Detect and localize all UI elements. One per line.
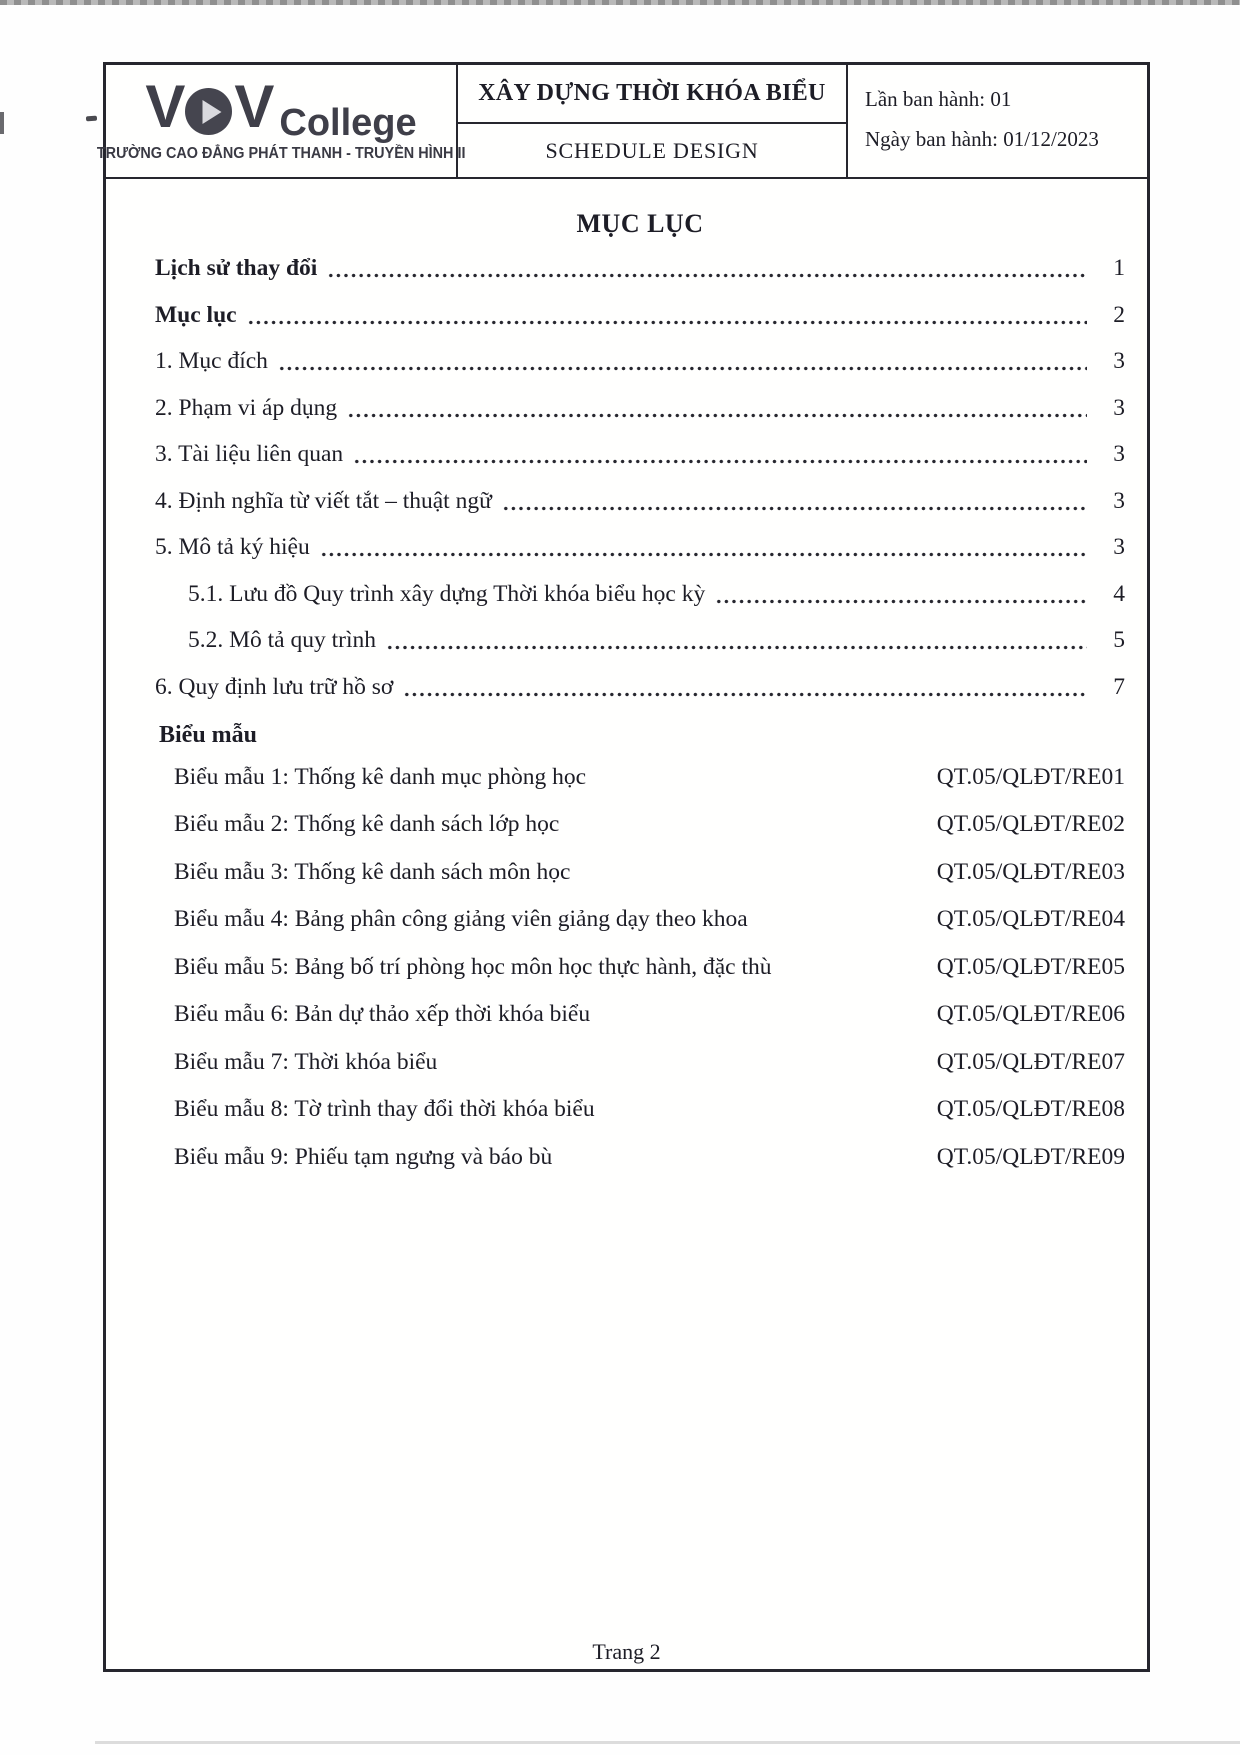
form-row-label: Biểu mẫu 5: Bảng bố trí phòng học môn học thực hành, đặc thù <box>174 953 772 980</box>
form-row <box>174 904 1125 934</box>
header-title-cell <box>458 65 848 177</box>
toc-entry-page: 3 <box>1113 348 1125 374</box>
forms-heading: Biểu mẫu <box>159 721 258 748</box>
toc-entry-page: 7 <box>1113 673 1125 700</box>
toc-entry <box>155 625 1125 655</box>
form-row <box>174 1094 1125 1124</box>
toc-entry <box>155 253 1125 283</box>
toc-entry-label: Mục lục <box>155 301 237 328</box>
forms-list <box>155 762 1125 1172</box>
form-row-code: QT.05/QLĐT/RE05 <box>936 953 1125 980</box>
toc-entry <box>155 532 1125 562</box>
form-row-code: QT.05/QLĐT/RE04 <box>936 906 1125 932</box>
form-row-label: Biểu mẫu 8: Tờ trình thay đổi thời khóa biểu <box>174 1096 595 1122</box>
document-body <box>106 179 1147 1172</box>
toc-entry-page: 4 <box>1113 580 1125 607</box>
toc-entry-page: 1 <box>1113 255 1125 281</box>
toc-dots-leader <box>353 458 1087 465</box>
toc-entry-page: 5 <box>1113 627 1125 653</box>
toc-title: MỤC LỤC <box>576 209 704 238</box>
form-row-code: QT.05/QLĐT/RE08 <box>936 1096 1125 1122</box>
form-row <box>174 952 1125 982</box>
toc-dots-leader <box>320 551 1087 558</box>
form-row-code: QT.05/QLĐT/RE06 <box>936 1001 1125 1027</box>
form-row <box>174 762 1125 792</box>
form-row-label: Biểu mẫu 1: Thống kê danh mục phòng học <box>174 763 587 790</box>
toc-dots-leader <box>278 365 1087 372</box>
document-title-vi: XÂY DỰNG THỜI KHÓA BIỂU <box>458 65 846 124</box>
form-row-label: Biểu mẫu 9: Phiếu tạm ngưng và báo bù <box>174 1143 553 1170</box>
scan-bottom-line-artifact <box>95 1741 1240 1744</box>
toc-entry-label: 4. Định nghĩa từ viết tắt – thuật ngữ <box>155 487 492 514</box>
form-row <box>174 857 1125 887</box>
scan-top-edge-artifact <box>0 0 1240 5</box>
toc-entry-label: 1. Mục đích <box>155 348 268 374</box>
toc-entry <box>155 672 1125 702</box>
form-row-code: QT.05/QLĐT/RE03 <box>936 858 1125 885</box>
toc-entry <box>155 439 1125 469</box>
logo-letter-v-left: V <box>145 73 182 140</box>
form-row <box>174 1047 1125 1077</box>
form-row-code: QT.05/QLĐT/RE02 <box>936 811 1125 837</box>
form-row-code: QT.05/QLĐT/RE07 <box>936 1048 1125 1075</box>
vov-college-logo <box>145 73 417 144</box>
toc-entry-label: 2. Phạm vi áp dụng <box>155 394 338 421</box>
logo-caption: TRƯỜNG CAO ĐẲNG PHÁT THANH - TRUYỀN HÌNH II <box>96 145 466 162</box>
logo-cell <box>96 65 466 177</box>
logo-letter-v-right: V <box>234 73 271 140</box>
toc-entry-label: 3. Tài liệu liên quan <box>155 441 344 467</box>
toc-dots-leader <box>247 319 1087 326</box>
toc-dots-leader <box>386 644 1087 651</box>
form-row-label: Biểu mẫu 6: Bản dự thảo xếp thời khóa biểu <box>174 1001 591 1027</box>
document-title-en: SCHEDULE DESIGN <box>545 137 759 163</box>
toc-entry-label: 6. Quy định lưu trữ hồ sơ <box>155 673 394 700</box>
toc-entry-page: 3 <box>1113 534 1125 560</box>
toc-entry <box>155 486 1125 516</box>
header-meta-cell <box>848 65 1147 177</box>
toc-dots-leader <box>715 598 1087 605</box>
play-triangle-icon <box>202 100 221 124</box>
toc-dots-leader <box>327 272 1087 279</box>
toc-entry-page: 3 <box>1113 394 1125 421</box>
form-row-label: Biểu mẫu 7: Thời khóa biểu <box>174 1048 438 1075</box>
form-row-label: Biểu mẫu 4: Bảng phân công giảng viên giảng dạy theo khoa <box>174 906 748 932</box>
document-frame <box>96 62 1150 1672</box>
toc-entry-page: 3 <box>1113 441 1125 467</box>
toc-entry-label: 5. Mô tả ký hiệu <box>155 534 310 560</box>
form-row-code: QT.05/QLĐT/RE09 <box>936 1143 1125 1170</box>
toc-entry <box>155 393 1125 423</box>
scan-left-edge-artifact <box>0 112 4 134</box>
issue-line: Lần ban hành: 01 <box>865 87 1012 111</box>
scan-left-mark-artifact <box>86 116 97 122</box>
form-row-label: Biểu mẫu 3: Thống kê danh sách môn học <box>174 858 571 885</box>
form-row <box>174 809 1125 839</box>
toc-dots-leader <box>347 412 1087 419</box>
page-footer: Trang 2 <box>592 1639 661 1664</box>
toc-entry <box>155 346 1125 376</box>
toc-list <box>155 253 1125 702</box>
form-row <box>174 1142 1125 1172</box>
toc-dots-leader <box>502 505 1087 512</box>
form-row-code: QT.05/QLĐT/RE01 <box>936 763 1125 790</box>
toc-entry-page: 3 <box>1113 487 1125 514</box>
form-row <box>174 999 1125 1029</box>
date-line: Ngày ban hành: 01/12/2023 <box>865 127 1099 151</box>
logo-play-circle <box>185 88 232 135</box>
document-header <box>96 65 1147 179</box>
toc-entry <box>155 300 1125 330</box>
toc-entry-label: Lịch sử thay đổi <box>155 255 318 281</box>
toc-entry <box>155 579 1125 609</box>
toc-entry-page: 2 <box>1113 301 1125 328</box>
logo-college-text: College <box>279 102 417 144</box>
toc-dots-leader <box>403 691 1087 698</box>
toc-entry-label: 5.1. Lưu đồ Quy trình xây dựng Thời khóa biểu học kỳ <box>188 580 706 607</box>
form-row-label: Biểu mẫu 2: Thống kê danh sách lớp học <box>174 811 560 837</box>
toc-entry-label: 5.2. Mô tả quy trình <box>188 627 376 653</box>
